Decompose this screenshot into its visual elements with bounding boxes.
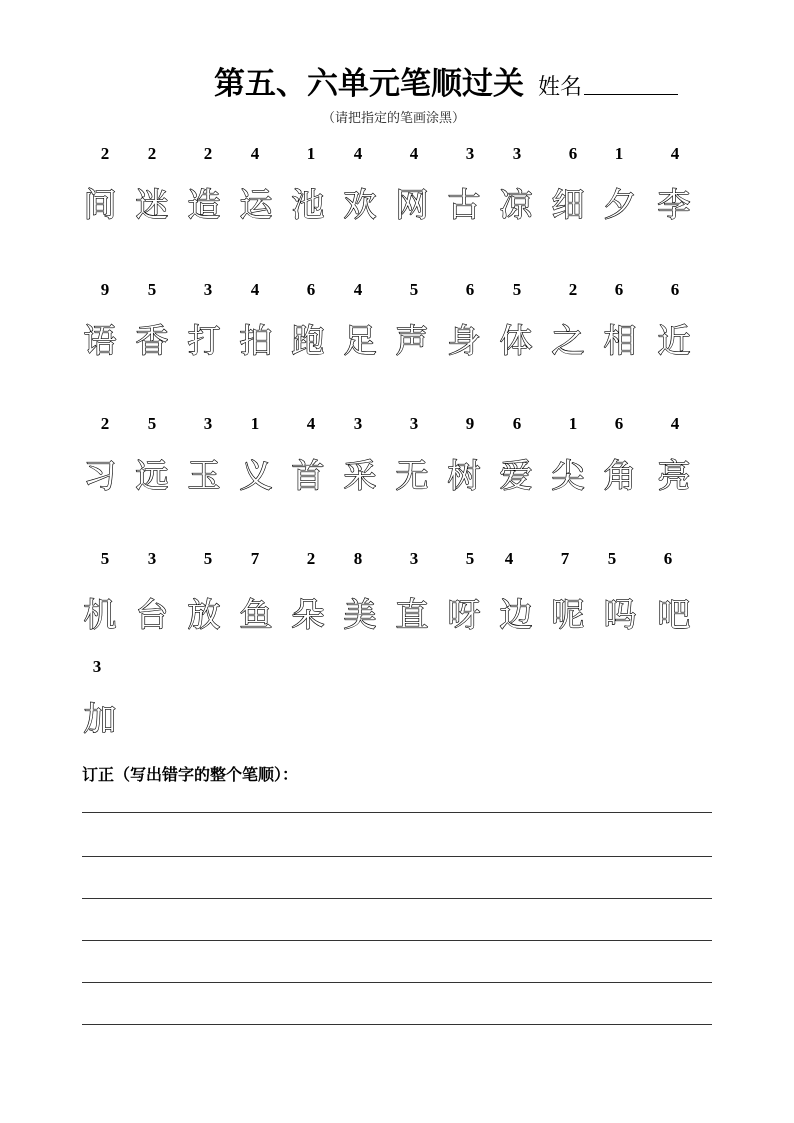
outlined-character[interactable]: 边 — [499, 595, 533, 634]
stroke-number: 3 — [512, 144, 522, 163]
stroke-number: 2 — [100, 144, 110, 163]
outlined-character[interactable]: 鱼 — [239, 595, 273, 634]
outlined-character[interactable]: 采 — [343, 456, 377, 495]
stroke-number: 7 — [560, 549, 570, 568]
writing-line[interactable] — [82, 982, 712, 983]
outlined-character[interactable]: 体 — [499, 321, 533, 360]
outlined-character[interactable]: 拍 — [239, 321, 273, 360]
outlined-character[interactable]: 细 — [551, 185, 585, 224]
outlined-character[interactable]: 池 — [291, 185, 325, 224]
correction-label: 订正（写出错字的整个笔顺）： — [82, 765, 299, 784]
stroke-number: 4 — [250, 280, 260, 299]
stroke-number: 2 — [568, 280, 578, 299]
outlined-character[interactable]: 朵 — [291, 595, 325, 634]
outlined-character[interactable]: 美 — [343, 595, 377, 634]
outlined-character[interactable]: 凉 — [499, 185, 533, 224]
stroke-number: 4 — [670, 144, 680, 163]
stroke-number: 5 — [147, 280, 157, 299]
page-title: 第五、六单元笔顺过关 — [214, 66, 524, 102]
stroke-number: 6 — [306, 280, 316, 299]
stroke-number: 4 — [353, 144, 363, 163]
outlined-character[interactable]: 造 — [187, 185, 221, 224]
stroke-number: 1 — [250, 414, 260, 433]
stroke-number: 3 — [92, 657, 102, 676]
outlined-character[interactable]: 台 — [135, 595, 169, 634]
stroke-number: 5 — [607, 549, 617, 568]
stroke-number: 2 — [203, 144, 213, 163]
outlined-character[interactable]: 足 — [343, 321, 377, 360]
outlined-character[interactable]: 直 — [395, 595, 429, 634]
outlined-character[interactable]: 声 — [395, 321, 429, 360]
stroke-number: 6 — [512, 414, 522, 433]
stroke-number: 8 — [353, 549, 363, 568]
outlined-character[interactable]: 远 — [135, 456, 169, 495]
outlined-character[interactable]: 古 — [447, 185, 481, 224]
stroke-number: 6 — [663, 549, 673, 568]
stroke-number: 4 — [504, 549, 514, 568]
stroke-number: 2 — [147, 144, 157, 163]
outlined-character[interactable]: 语 — [83, 321, 117, 360]
outlined-character[interactable]: 李 — [657, 185, 691, 224]
outlined-character[interactable]: 呀 — [447, 595, 481, 634]
writing-line[interactable] — [82, 856, 712, 857]
outlined-character[interactable]: 呢 — [551, 595, 585, 634]
writing-line[interactable] — [82, 898, 712, 899]
stroke-number: 3 — [203, 280, 213, 299]
stroke-number: 2 — [306, 549, 316, 568]
outlined-character[interactable]: 义 — [239, 456, 273, 495]
stroke-number: 1 — [568, 414, 578, 433]
outlined-character[interactable]: 无 — [395, 456, 429, 495]
outlined-character[interactable]: 放 — [187, 595, 221, 634]
outlined-character[interactable]: 之 — [551, 321, 585, 360]
writing-line[interactable] — [82, 812, 712, 813]
stroke-number: 9 — [100, 280, 110, 299]
outlined-character[interactable]: 网 — [395, 185, 429, 224]
stroke-number: 5 — [409, 280, 419, 299]
name-blank-line[interactable] — [584, 94, 678, 95]
stroke-number: 3 — [203, 414, 213, 433]
stroke-number: 5 — [100, 549, 110, 568]
writing-line[interactable] — [82, 940, 712, 941]
stroke-number: 2 — [100, 414, 110, 433]
outlined-character[interactable]: 间 — [83, 185, 117, 224]
outlined-character[interactable]: 近 — [657, 321, 691, 360]
stroke-number: 6 — [568, 144, 578, 163]
outlined-character[interactable]: 机 — [83, 595, 117, 634]
stroke-number: 5 — [512, 280, 522, 299]
outlined-character[interactable]: 欢 — [343, 185, 377, 224]
outlined-character[interactable]: 相 — [603, 321, 637, 360]
stroke-number: 3 — [465, 144, 475, 163]
instruction-text: （请把指定的笔画涂黑） — [322, 111, 466, 126]
stroke-number: 6 — [614, 280, 624, 299]
stroke-number: 1 — [306, 144, 316, 163]
outlined-character[interactable]: 香 — [135, 321, 169, 360]
stroke-number: 4 — [353, 280, 363, 299]
outlined-character[interactable]: 玉 — [187, 456, 221, 495]
stroke-number: 5 — [465, 549, 475, 568]
outlined-character[interactable]: 打 — [187, 321, 221, 360]
stroke-number: 4 — [306, 414, 316, 433]
stroke-number: 6 — [670, 280, 680, 299]
stroke-number: 3 — [409, 549, 419, 568]
outlined-character[interactable]: 加 — [83, 699, 117, 738]
stroke-number: 3 — [409, 414, 419, 433]
writing-line[interactable] — [82, 1024, 712, 1025]
outlined-character[interactable]: 迷 — [135, 185, 169, 224]
stroke-number: 9 — [465, 414, 475, 433]
stroke-number: 5 — [147, 414, 157, 433]
stroke-number: 5 — [203, 549, 213, 568]
outlined-character[interactable]: 亮 — [657, 456, 691, 495]
outlined-character[interactable]: 吧 — [657, 595, 691, 634]
stroke-number: 4 — [250, 144, 260, 163]
stroke-number: 3 — [147, 549, 157, 568]
stroke-number: 7 — [250, 549, 260, 568]
name-label: 姓名 — [538, 75, 583, 100]
outlined-character[interactable]: 习 — [83, 456, 117, 495]
outlined-character[interactable]: 爱 — [499, 456, 533, 495]
stroke-number: 3 — [353, 414, 363, 433]
outlined-character[interactable]: 运 — [239, 185, 273, 224]
stroke-number: 1 — [614, 144, 624, 163]
outlined-character[interactable]: 吗 — [603, 595, 637, 634]
stroke-number: 4 — [409, 144, 419, 163]
stroke-number: 6 — [614, 414, 624, 433]
outlined-character[interactable]: 夕 — [603, 185, 637, 224]
stroke-number: 6 — [465, 280, 475, 299]
outlined-character[interactable]: 首 — [291, 456, 325, 495]
outlined-character[interactable]: 身 — [447, 321, 481, 360]
outlined-character[interactable]: 尖 — [551, 456, 585, 495]
outlined-character[interactable]: 树 — [447, 456, 481, 495]
outlined-character[interactable]: 角 — [603, 456, 637, 495]
outlined-character[interactable]: 跑 — [291, 321, 325, 360]
stroke-number: 4 — [670, 414, 680, 433]
